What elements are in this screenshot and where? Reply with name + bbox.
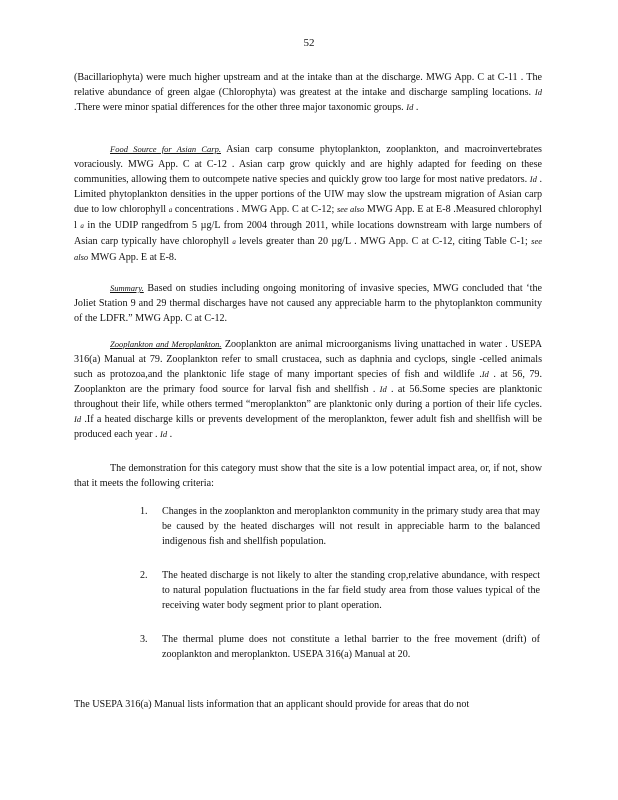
carp-heading: Food Source for Asian Carp. bbox=[110, 144, 221, 154]
paragraph-summary bbox=[74, 281, 545, 326]
criteria-list bbox=[140, 504, 540, 681]
id-citation: Id bbox=[534, 87, 542, 97]
criteria-text: The thermal plume does not constitute a lethal barrier to the free movement (drift) of zooplankton and meroplankton. USEPA 316(a) Manual at 20. bbox=[162, 634, 540, 660]
criteria-number: 1. bbox=[140, 506, 148, 517]
demonstration-text: The demonstration for this category must show that the site is a low potential impact area, or, if not, show that it meets the following criteria: bbox=[74, 463, 545, 489]
id-citation: Id bbox=[481, 369, 489, 379]
para1-text: (Bacillariophyta) were much higher upstream and at the intake than at the discharge. MWG App. C at C-11 . The relative abundance of green algae (Chlorophyta) was greatest at the intake and discharge sampling locations. bbox=[74, 72, 545, 98]
id-citation: Id bbox=[379, 384, 387, 394]
summary-heading: Summary. bbox=[110, 283, 144, 293]
zooplankton-heading: Zooplankton and Meroplankton. bbox=[110, 339, 222, 349]
criteria-item bbox=[140, 632, 540, 662]
chlorophyll-a-italic: a bbox=[232, 238, 236, 246]
paragraph-phytoplankton-abundance bbox=[74, 70, 545, 115]
criteria-text: The heated discharge is not likely to alter the standing crop,relative abundance, with respect to natural population fluctuations in the far field study area from those values typical of the receiving water body segment prior to plant operation. bbox=[162, 570, 540, 611]
para1-text-mid: .There were minor spatial differences for the other three major taxonomic groups. bbox=[74, 87, 545, 113]
final-text: The USEPA 316(a) Manual lists information that an applicant should provide for areas that do not bbox=[74, 699, 470, 710]
carp-text: . Limited phytoplankton densities in the upper portions of the UIW may slow the upstream migration of Asian carp due to low chlorophyll bbox=[74, 174, 545, 215]
paragraph-asian-carp bbox=[74, 142, 545, 265]
chlorophyll-a-italic: a bbox=[80, 222, 84, 230]
zoo-text: Zooplankton are animal microorganisms living unattached in water . USEPA 316(a) Manual at 79. Zooplankton refer to small crustacea, such as daphnia and cyclops, single -celled animals such as protozoa,and the planktonic life stage of many important species of fish and wildlife . bbox=[74, 339, 545, 380]
carp-text: Asian carp consume phytoplankton, zooplankton, and macroinvertebrates voraciously. MWG App. C at C-12 . Asian carp grow quickly and are highly adapted for feeding on these communities, allowing them to outcompete native species and quickly grow too large for most native predators. bbox=[74, 144, 545, 185]
zoo-text: . bbox=[167, 429, 173, 440]
see-also-signal: see also bbox=[336, 204, 365, 214]
carp-text: levels greater than 20 µg/L . MWG App. C at C-12, citing Table C-1; bbox=[235, 236, 532, 247]
chlorophyll-a-italic: a bbox=[168, 206, 173, 214]
see-also-signal: see also bbox=[74, 236, 545, 262]
criteria-number: 2. bbox=[140, 570, 148, 581]
paragraph-final bbox=[74, 697, 542, 712]
carp-text: in the UDIP rangedfrom 5 µg/L from 2004 through 2011, while locations downstream with large numbers of Asian carp typically have chlorophyll bbox=[74, 220, 544, 247]
summary-text: Based on studies including ongoing monitoring of invasive species, MWG concluded that ‘the Joliet Station 9 and 29 thermal discharges have not caused any appreciable harm to the phytoplankton community of the LDFR.” MWG App. C at C-12. bbox=[74, 283, 545, 324]
page-number: 52 bbox=[303, 37, 315, 49]
zoo-text: . at 56.Some species are planktonic throughout their life, while others termed “meroplankton” are planktonic only during a portion of their life cycles. bbox=[74, 384, 545, 410]
paragraph-zooplankton bbox=[74, 337, 545, 442]
criteria-item bbox=[140, 568, 540, 613]
id-citation: Id bbox=[529, 174, 537, 184]
paragraph-demonstration bbox=[74, 461, 545, 491]
para1-text-end: . bbox=[413, 102, 419, 113]
zoo-text: . at 56, 79. Zooplankton are the primary food source for larval fish and shellfish . bbox=[74, 369, 545, 395]
id-citation: Id bbox=[160, 429, 168, 439]
carp-text: MWG App. E at E-8. bbox=[88, 252, 177, 263]
criteria-number: 3. bbox=[140, 634, 148, 645]
criteria-item bbox=[140, 504, 540, 549]
criteria-text: Changes in the zooplankton and meroplankton community in the primary study area that may be caused by the heated discharges will not result in appreciable harm to the balanced indigenous fish and shellfish population. bbox=[162, 506, 540, 547]
id-citation: Id bbox=[406, 102, 414, 112]
carp-text: concentrations . MWG App. C at C-12; bbox=[172, 204, 337, 215]
zoo-text: .If a heated discharge kills or prevents development of the meroplankton, fewer adult fish and shellfish will be produced each year . bbox=[74, 414, 545, 440]
id-citation: Id bbox=[74, 414, 82, 424]
carp-text: MWG App. E at E-8 .Measured chlorophyl l bbox=[74, 204, 545, 231]
